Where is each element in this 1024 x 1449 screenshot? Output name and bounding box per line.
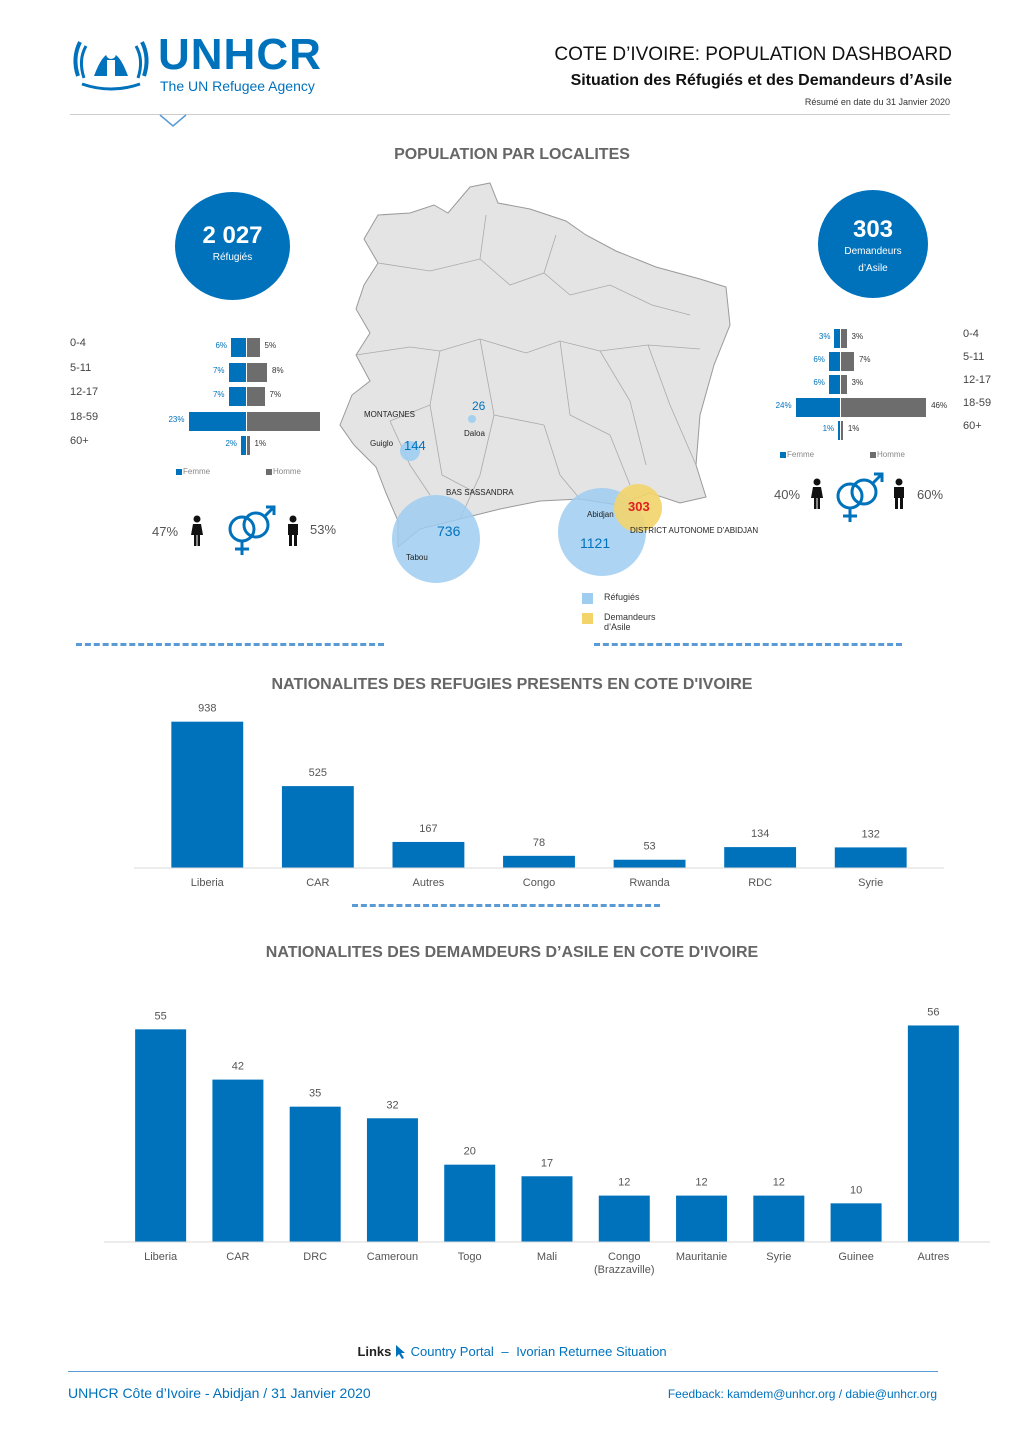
woman-icon bbox=[190, 515, 204, 547]
data-label: 42 bbox=[231, 1060, 245, 1073]
footer-divider bbox=[68, 1371, 938, 1372]
demandeurs-label-2: d’Asile bbox=[858, 263, 888, 274]
tick-label: Cameroun bbox=[366, 1251, 419, 1263]
bar-homme bbox=[247, 436, 250, 455]
pct-femme: 6% bbox=[813, 378, 825, 387]
place-daloa-value: 26 bbox=[472, 399, 486, 413]
age-label: 0-4 bbox=[70, 337, 86, 349]
legend-swatch-demandeurs bbox=[582, 613, 593, 624]
legend-swatch-refugies bbox=[582, 593, 593, 604]
returnee-situation-link[interactable]: Ivorian Returnee Situation bbox=[516, 1344, 667, 1359]
pct-femme: 6% bbox=[813, 355, 825, 364]
age-label: 18-59 bbox=[963, 397, 992, 409]
bar-congo bbox=[503, 856, 575, 868]
pct-homme: 7% bbox=[858, 355, 871, 364]
pct-femme: 7% bbox=[212, 390, 225, 399]
pct-femme: 6% bbox=[215, 341, 227, 350]
region-district-abidjan: DISTRICT AUTONOME D’ABIDJAN bbox=[630, 526, 759, 535]
bar-autres bbox=[908, 1025, 959, 1242]
data-label: 53 bbox=[643, 840, 656, 853]
tick-label: Liberia bbox=[190, 877, 224, 889]
bar-femme bbox=[241, 436, 246, 455]
tick-label: Rwanda bbox=[629, 877, 670, 889]
page-subtitle: Situation des Réfugiés et des Demandeurs d’Asile bbox=[570, 72, 952, 89]
refugies-total-circle bbox=[175, 192, 290, 300]
section-divider bbox=[76, 643, 384, 646]
data-label: 525 bbox=[308, 767, 328, 780]
data-label: 938 bbox=[198, 702, 217, 715]
data-label: 12 bbox=[618, 1176, 631, 1189]
legend-label-homme: Homme bbox=[273, 466, 302, 476]
place-abidjan-name: Abidjan bbox=[587, 510, 614, 519]
bar-rwanda bbox=[614, 860, 686, 868]
bar-homme bbox=[841, 398, 926, 417]
gender-symbol-icon bbox=[224, 505, 280, 557]
data-label: 10 bbox=[849, 1184, 863, 1197]
man-icon bbox=[892, 478, 906, 510]
tick-label: Togo bbox=[457, 1251, 482, 1263]
legend-label-demandeurs: Demandeurs d’Asile bbox=[604, 612, 656, 632]
bar-homme bbox=[841, 421, 843, 440]
bar-liberia bbox=[171, 722, 243, 868]
bubble-tabou bbox=[392, 495, 480, 583]
refugies-label: Réfugiés bbox=[212, 252, 253, 263]
bar-autres bbox=[392, 842, 464, 868]
bar-femme bbox=[229, 363, 247, 382]
region-montagnes: MONTAGNES bbox=[364, 410, 415, 419]
place-daloa-name: Daloa bbox=[464, 429, 485, 438]
cursor-icon bbox=[395, 1344, 407, 1360]
pct-femme: 23% bbox=[168, 414, 185, 424]
pct-homme: 8% bbox=[272, 365, 284, 375]
links-bar bbox=[0, 1344, 1024, 1360]
bubble-daloa bbox=[468, 415, 476, 423]
bar-homme bbox=[841, 352, 854, 371]
legend-label-homme: Homme bbox=[877, 450, 906, 459]
bar-femme bbox=[838, 421, 840, 440]
logo-subtitle: The UN Refugee Agency bbox=[160, 78, 315, 94]
region-bas-sassandra: BAS SASSANDRA bbox=[446, 488, 514, 497]
pct-homme: 3% bbox=[851, 378, 864, 387]
bar-car bbox=[212, 1080, 263, 1242]
report-date: Résumé en date du 31 Janvier 2020 bbox=[804, 97, 950, 107]
tick-label: Mali bbox=[536, 1251, 558, 1263]
legend-swatch-femme bbox=[176, 469, 182, 475]
unhcr-emblem-icon bbox=[70, 28, 152, 94]
data-label: 56 bbox=[927, 1006, 940, 1019]
age-label: 5-11 bbox=[70, 361, 92, 374]
data-label: 12 bbox=[695, 1176, 708, 1189]
female-share-demandeurs: 40% bbox=[774, 487, 801, 502]
bar-mali bbox=[522, 1176, 573, 1242]
bar-mauritanie bbox=[676, 1196, 727, 1242]
data-label: 55 bbox=[154, 1010, 167, 1023]
bar-homme bbox=[247, 412, 320, 431]
place-abidjan-asylum: 303 bbox=[628, 499, 650, 514]
tick-label: Liberia bbox=[144, 1251, 178, 1263]
age-label: 60+ bbox=[70, 435, 89, 447]
chart-refugies-title: NATIONALITES DES REFUGIES PRESENTS EN COTE D'IVOIRE bbox=[271, 676, 753, 693]
country-portal-link[interactable]: Country Portal bbox=[410, 1344, 494, 1359]
section-divider bbox=[594, 643, 902, 646]
male-share-refugies: 53% bbox=[310, 522, 337, 537]
bar-drc bbox=[290, 1107, 341, 1242]
bar-femme bbox=[189, 412, 247, 431]
tick-label: CAR bbox=[306, 877, 330, 889]
data-label: 20 bbox=[463, 1145, 476, 1158]
header-notch-icon bbox=[158, 114, 188, 128]
data-label: 17 bbox=[540, 1157, 554, 1170]
tick-label: Autres bbox=[412, 877, 445, 889]
logo-name: UNHCR bbox=[158, 30, 322, 79]
pct-homme: 46% bbox=[931, 401, 948, 410]
tick-label: RDC bbox=[748, 877, 773, 889]
data-label: 12 bbox=[772, 1176, 785, 1189]
bar-congo-brazzaville- bbox=[599, 1196, 650, 1242]
pct-homme: 1% bbox=[254, 439, 267, 448]
legend-swatch-femme bbox=[780, 452, 786, 458]
bar-femme bbox=[834, 329, 840, 348]
pct-homme: 7% bbox=[269, 390, 282, 399]
demandeurs-total-circle bbox=[818, 190, 928, 298]
map-section-title: POPULATION PAR LOCALITES bbox=[394, 146, 630, 163]
gender-demandeurs bbox=[772, 472, 972, 527]
bar-homme bbox=[247, 363, 267, 382]
tick-label: Syrie bbox=[766, 1251, 792, 1263]
tick-label: Syrie bbox=[858, 877, 884, 889]
place-abidjan-value: 1121 bbox=[580, 535, 611, 551]
bar-homme bbox=[247, 387, 265, 406]
tick-label: Congo bbox=[608, 1251, 641, 1263]
pct-femme: 24% bbox=[775, 401, 792, 410]
bar-homme bbox=[841, 375, 847, 394]
woman-icon bbox=[810, 478, 824, 510]
page-title: COTE D’IVOIRE: POPULATION DASHBOARD bbox=[554, 44, 952, 65]
bar-rdc bbox=[724, 847, 796, 868]
data-label: 134 bbox=[750, 828, 770, 841]
pct-femme: 2% bbox=[225, 439, 237, 448]
chart-demandeurs-nationalites bbox=[112, 1006, 972, 1276]
header-divider bbox=[70, 114, 950, 115]
tick-label: (Brazzaville) bbox=[594, 1264, 655, 1276]
age-label: 60+ bbox=[963, 420, 982, 432]
section-divider bbox=[352, 904, 660, 907]
gender-refugies bbox=[150, 505, 350, 560]
legend-label-femme: Femme bbox=[183, 466, 211, 476]
bar-homme bbox=[841, 329, 847, 348]
data-label: 35 bbox=[309, 1087, 322, 1100]
gender-symbol-icon bbox=[832, 472, 888, 524]
country-outline bbox=[340, 183, 730, 547]
tick-label: CAR bbox=[226, 1251, 250, 1263]
pct-homme: 1% bbox=[847, 424, 860, 433]
age-label: 12-17 bbox=[963, 374, 992, 386]
bar-car bbox=[282, 786, 354, 868]
bar-togo bbox=[444, 1165, 495, 1242]
place-guiglo-name: Guiglo bbox=[370, 439, 394, 448]
male-share-demandeurs: 60% bbox=[917, 487, 944, 502]
unhcr-logo bbox=[70, 28, 360, 98]
refugies-total: 2 027 bbox=[202, 222, 263, 249]
pct-femme: 1% bbox=[822, 424, 835, 433]
age-label: 18-59 bbox=[70, 410, 99, 423]
bar-homme bbox=[247, 338, 260, 357]
tick-label: Autres bbox=[917, 1251, 950, 1263]
legend-swatch-homme bbox=[266, 469, 272, 475]
footer-feedback[interactable]: Feedback: kamdem@unhcr.org / dabie@unhcr.org bbox=[667, 1387, 937, 1401]
links-separator: – bbox=[501, 1344, 509, 1359]
data-label: 132 bbox=[861, 828, 880, 841]
chart-demandeurs-title: NATIONALITES DES DEMAMDEURS D’ASILE EN COTE D'IVOIRE bbox=[265, 944, 759, 961]
footer-left: UNHCR Côte d’Ivoire - Abidjan / 31 Janvier 2020 bbox=[68, 1385, 371, 1401]
pyramid-refugies bbox=[60, 336, 340, 486]
bar-femme bbox=[829, 375, 840, 394]
bar-syrie bbox=[753, 1196, 804, 1242]
pct-homme: 3% bbox=[851, 332, 864, 341]
legend-label-refugies: Réfugiés bbox=[604, 592, 640, 602]
tick-label: DRC bbox=[303, 1251, 328, 1263]
age-label: 0-4 bbox=[963, 328, 979, 340]
bar-guinee bbox=[831, 1203, 882, 1242]
bar-femme bbox=[829, 352, 840, 371]
data-label: 78 bbox=[532, 836, 546, 849]
place-guiglo-value: 144 bbox=[404, 438, 426, 453]
pyramid-demandeurs bbox=[760, 327, 1010, 477]
tick-label: Mauritanie bbox=[675, 1251, 728, 1263]
pct-homme: 5% bbox=[264, 341, 277, 350]
pct-femme: 3% bbox=[818, 332, 831, 341]
place-tabou-value: 736 bbox=[437, 523, 461, 539]
legend-swatch-homme bbox=[870, 452, 876, 458]
demandeurs-label-1: Demandeurs bbox=[844, 246, 902, 257]
bar-cameroun bbox=[367, 1118, 418, 1242]
tick-label: Congo bbox=[522, 877, 556, 889]
bar-syrie bbox=[835, 847, 907, 868]
bar-femme bbox=[796, 398, 840, 417]
demandeurs-total: 303 bbox=[852, 216, 894, 243]
bar-femme bbox=[229, 387, 247, 406]
female-share-refugies: 47% bbox=[152, 524, 179, 539]
age-label: 5-11 bbox=[963, 351, 985, 363]
pct-femme: 7% bbox=[212, 365, 225, 375]
place-tabou-name: Tabou bbox=[406, 553, 428, 562]
chart-refugies-nationalites bbox=[130, 702, 930, 889]
man-icon bbox=[286, 515, 300, 547]
tick-label: Guinee bbox=[838, 1251, 874, 1263]
bar-femme bbox=[231, 338, 246, 357]
links-label: Links bbox=[357, 1344, 392, 1359]
data-label: 32 bbox=[386, 1099, 399, 1112]
legend-label-femme: Femme bbox=[787, 450, 815, 459]
bar-liberia bbox=[135, 1029, 186, 1242]
age-label: 12-17 bbox=[70, 386, 99, 398]
data-label: 167 bbox=[419, 822, 438, 835]
